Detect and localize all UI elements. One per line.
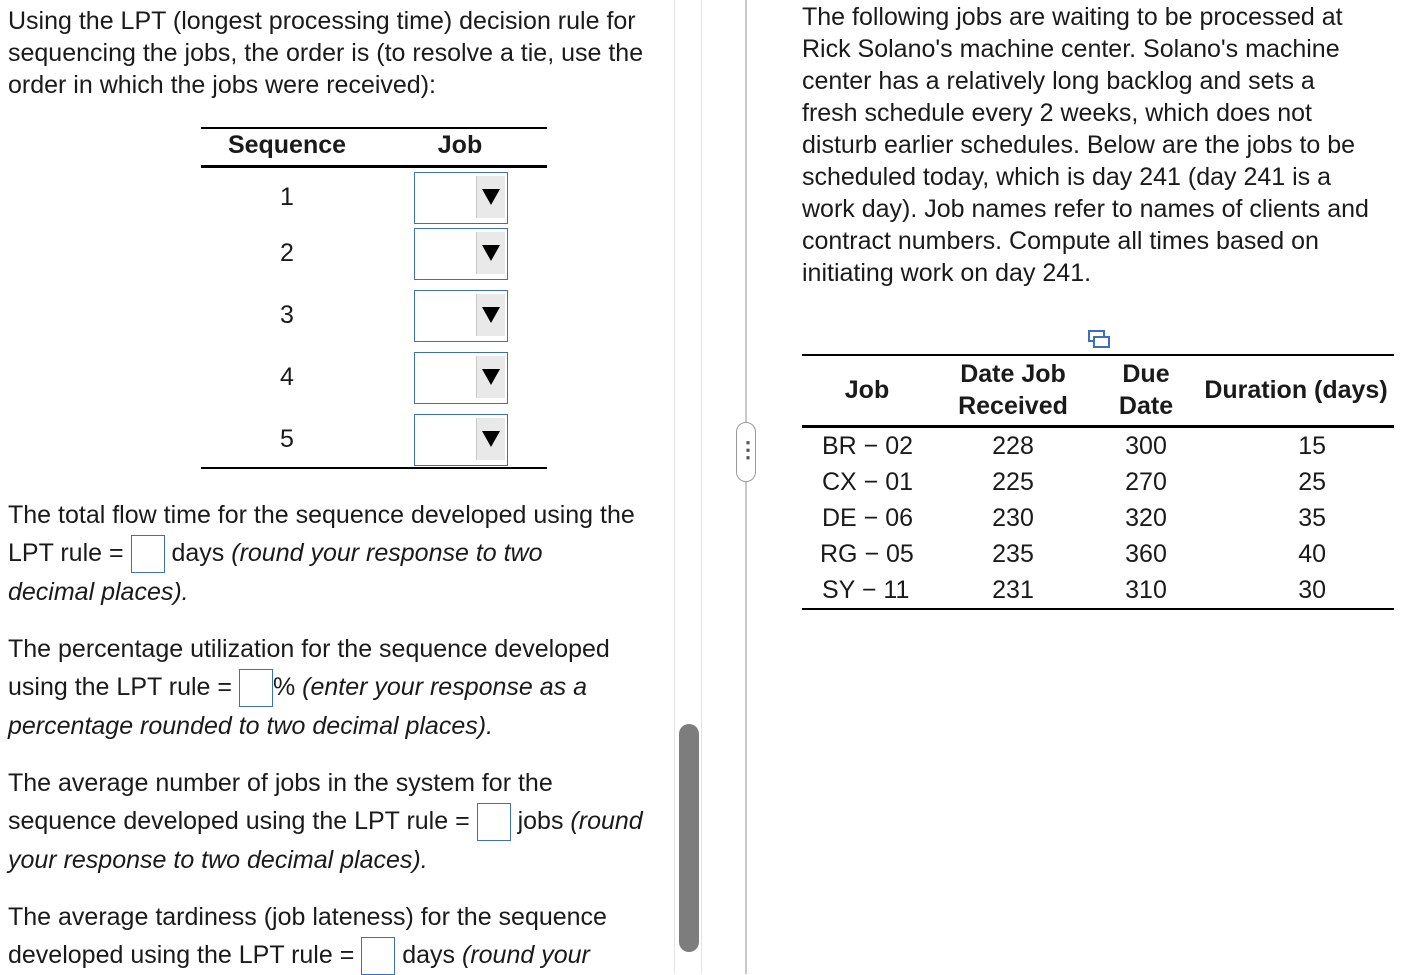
header-line: Due bbox=[1122, 360, 1170, 388]
instruction-text: your response to two decimal places). bbox=[8, 846, 428, 875]
sequence-number: 4 bbox=[280, 363, 294, 391]
intro-line: sequencing the jobs, the order is (to resolve a tie, use the bbox=[8, 39, 644, 67]
answer-label: developed using the LPT rule = bbox=[8, 941, 355, 969]
dropdown-arrow-icon[interactable] bbox=[476, 176, 505, 218]
received-cell: 228 bbox=[992, 432, 1034, 460]
instruction-text: (enter your response as a bbox=[302, 673, 588, 701]
question-utilization bbox=[8, 630, 672, 745]
job-cell: CX − 01 bbox=[822, 468, 914, 496]
sequence-number: 5 bbox=[280, 425, 294, 453]
unit-label: jobs bbox=[517, 807, 564, 835]
answer-line bbox=[8, 534, 672, 573]
flow-time-input[interactable] bbox=[131, 535, 165, 573]
col-header-job: Job bbox=[844, 376, 890, 404]
avg-jobs-input[interactable] bbox=[477, 803, 511, 841]
answer-label: sequence developed using the LPT rule = bbox=[8, 807, 470, 835]
dropdown-arrow-icon[interactable] bbox=[476, 294, 505, 336]
dropdown-arrow-icon[interactable] bbox=[476, 356, 505, 398]
header-line: Date bbox=[1118, 392, 1174, 420]
instruction-text: decimal places). bbox=[8, 578, 189, 607]
dropdown-arrow-icon[interactable] bbox=[476, 418, 505, 460]
instruction-text: (round your response to two bbox=[231, 539, 543, 567]
job-cell: RG − 05 bbox=[820, 540, 914, 568]
duration-cell: 35 bbox=[1298, 504, 1326, 532]
instruction-text: (round bbox=[570, 807, 643, 835]
pane-divider[interactable] bbox=[745, 0, 747, 974]
instruction-text: (round your bbox=[462, 941, 590, 969]
left-pane bbox=[0, 0, 672, 974]
statement-line: disturb earlier schedules. Below are the jobs to be bbox=[802, 131, 1356, 159]
statement-line: fresh schedule every 2 weeks, which does not bbox=[802, 99, 1312, 127]
received-cell: 235 bbox=[992, 540, 1034, 568]
table-bottom-rule bbox=[802, 608, 1394, 610]
job-select-5[interactable] bbox=[414, 414, 508, 466]
table-top-rule bbox=[201, 127, 547, 129]
statement-line: work day). Job names refer to names of clients and bbox=[802, 195, 1369, 223]
statement-line: scheduled today, which is day 241 (day 241 is a bbox=[802, 163, 1332, 191]
duration-cell: 40 bbox=[1298, 540, 1326, 568]
col-header-due bbox=[1106, 358, 1186, 422]
due-cell: 300 bbox=[1125, 432, 1167, 460]
job-cell: DE − 06 bbox=[822, 504, 914, 532]
intro-line: order in which the jobs were received): bbox=[8, 71, 436, 99]
header-rule bbox=[201, 165, 547, 168]
answer-line bbox=[8, 668, 672, 707]
table-bottom-rule bbox=[201, 467, 547, 469]
question-tardiness bbox=[8, 898, 672, 975]
job-cell: BR − 02 bbox=[822, 432, 914, 460]
question-text: The average number of jobs in the system for the bbox=[8, 769, 553, 797]
statement-line: initiating work on day 241. bbox=[802, 259, 1092, 287]
question-text: The average tardiness (job lateness) for the sequence bbox=[8, 903, 607, 931]
statement-line: center has a relatively long backlog and sets a bbox=[802, 67, 1315, 95]
job-select-2[interactable] bbox=[414, 228, 508, 280]
statement-line: The following jobs are waiting to be processed at bbox=[802, 3, 1343, 31]
due-cell: 320 bbox=[1125, 504, 1167, 532]
instruction-text: percentage rounded to two decimal places). bbox=[8, 712, 494, 741]
left-scroll-track[interactable] bbox=[674, 0, 702, 974]
scrollbar-thumb[interactable] bbox=[679, 724, 699, 952]
question-text: The percentage utilization for the sequence developed bbox=[8, 635, 610, 663]
answer-label: LPT rule = bbox=[8, 539, 124, 567]
utilization-input[interactable] bbox=[239, 669, 273, 707]
question-flow-time bbox=[8, 496, 672, 611]
copy-table-icon[interactable] bbox=[1087, 329, 1111, 351]
col-header-received bbox=[943, 358, 1083, 422]
answer-line bbox=[8, 936, 672, 975]
unit-label: days bbox=[402, 941, 456, 969]
unit-label: days bbox=[171, 539, 225, 567]
answer-label: using the LPT rule = bbox=[8, 673, 232, 701]
grip-icon: ⋮ bbox=[737, 437, 759, 462]
header-line: Received bbox=[958, 392, 1068, 420]
sequence-number: 2 bbox=[280, 239, 294, 267]
problem-statement bbox=[802, 1, 1402, 289]
statement-line: contract numbers. Compute all times based on bbox=[802, 227, 1319, 255]
question-avg-jobs bbox=[8, 764, 672, 879]
due-cell: 310 bbox=[1125, 576, 1167, 604]
sequence-number: 1 bbox=[280, 183, 294, 211]
table-top-rule bbox=[802, 354, 1394, 356]
received-cell: 231 bbox=[992, 576, 1034, 604]
unit-label: % bbox=[272, 673, 296, 701]
job-select-1[interactable] bbox=[414, 172, 508, 224]
due-cell: 270 bbox=[1125, 468, 1167, 496]
job-select-3[interactable] bbox=[414, 290, 508, 342]
received-cell: 225 bbox=[992, 468, 1034, 496]
job-cell: SY − 11 bbox=[822, 576, 910, 604]
statement-line: Rick Solano's machine center. Solano's machine bbox=[802, 35, 1340, 63]
col-header-duration: Duration (days) bbox=[1204, 376, 1388, 404]
sequence-header: Sequence bbox=[227, 131, 347, 159]
intro-line: Using the LPT (longest processing time) decision rule for bbox=[8, 7, 636, 35]
duration-cell: 25 bbox=[1298, 468, 1326, 496]
received-cell: 230 bbox=[992, 504, 1034, 532]
sequence-number: 3 bbox=[280, 301, 294, 329]
dropdown-arrow-icon[interactable] bbox=[476, 232, 505, 274]
lpt-intro bbox=[8, 5, 672, 101]
header-line: Date Job bbox=[960, 360, 1066, 388]
job-select-4[interactable] bbox=[414, 352, 508, 404]
due-cell: 360 bbox=[1125, 540, 1167, 568]
question-text: The total flow time for the sequence developed using the bbox=[8, 501, 635, 529]
duration-cell: 30 bbox=[1298, 576, 1326, 604]
job-header: Job bbox=[437, 131, 483, 159]
tardiness-input[interactable] bbox=[361, 937, 395, 975]
duration-cell: 15 bbox=[1298, 432, 1326, 460]
answer-line bbox=[8, 802, 672, 841]
divider-handle[interactable] bbox=[736, 422, 759, 482]
